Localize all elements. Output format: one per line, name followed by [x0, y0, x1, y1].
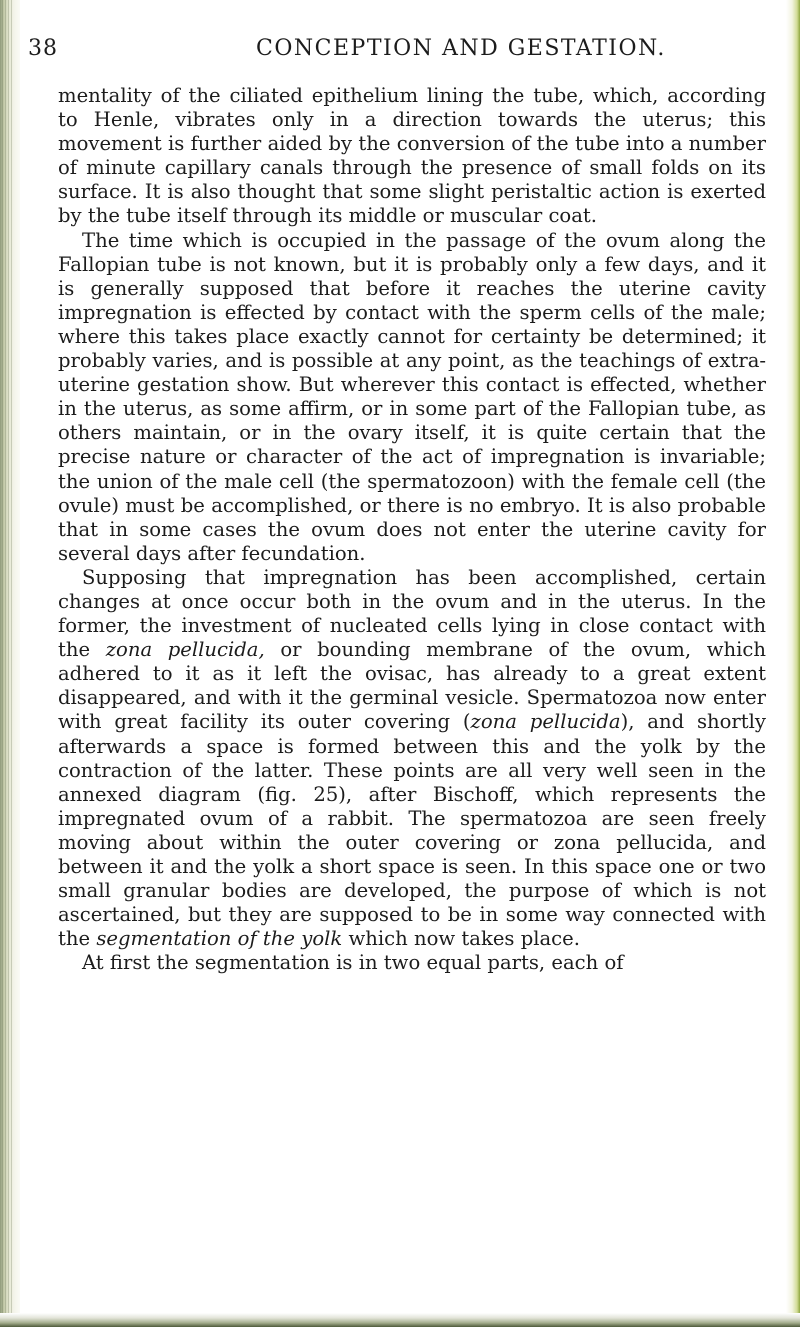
body-text: [58, 84, 766, 975]
paragraph-3-text-3: ), and shortly afterwards a space is formed between this and the yolk by the contraction of the latter. These points are all very well seen in the annexed diagram (fig. 25), after Bischoff, which represents the impregnated ovum of a rabbit. The spermatozoa are seen freely moving about within the outer covering or zona pellucida, and between it and the yolk a short space is seen. In this space one or two small granular bodies are developed, the purpose of which is not ascertained, but they are supposed to be in some way connected with the: [58, 710, 766, 951]
page-edge-bottom: [0, 1313, 800, 1327]
paragraph-3-text-2: or bounding membrane of the ovum, which adhered to it as it left the ovisac, has already to a great extent disappeared, and with it the germinal vesicle. Spermatozoa now enter with great facility its outer covering (: [58, 638, 766, 734]
paragraph-1: mentality of the ciliated epithelium lining the tube, which, according to Henle, vibrates only in a direction towards the uterus; this movement is further aided by the conversion of the tube into a number of minute capillary canals through the presence of small folds on its surface. It is also thought that some slight peristaltic action is exerted by the tube itself through its middle or muscular coat.: [58, 84, 766, 228]
page-edge-right: [786, 0, 800, 1327]
italic-segmentation-of-yolk: segmentation of the yolk: [96, 927, 343, 951]
page-number: 38: [28, 36, 58, 61]
running-head: CONCEPTION AND GESTATION.: [256, 36, 666, 61]
paragraph-2: The time which is occupied in the passage of the ovum along the Fallopian tube is not known, but it is probably only a few days, and it is generally supposed that before it reaches the uterine cavity impregnation is effected by contact with the sperm cells of the male; where this takes place exactly cannot for certainty be determined; it probably varies, and is possible at any point, as the teachings of extra-uterine gestation show. But wherever this contact is effected, whether in the uterus, as some affirm, or in some part of the Fallopian tube, as others maintain, or in the ovary itself, it is quite certain that the precise nature or character of the act of impregnation is invariable; the union of the male cell (the spermatozoon) with the female cell (the ovule) must be accomplished, or there is no embryo. It is also probable that in some cases the ovum does not enter the uterine cavity for several days after fecundation.: [58, 228, 766, 565]
page-header: [28, 36, 766, 84]
italic-zona-pellucida-1: zona pellucida,: [105, 638, 265, 662]
italic-zona-pellucida-2: zona pellucida: [470, 710, 621, 734]
paragraph-3: [58, 566, 766, 952]
book-page: [28, 36, 766, 975]
spine-binding-lines: [2, 0, 14, 1327]
paragraph-4: At first the segmentation is in two equal parts, each of: [82, 951, 624, 975]
paragraph-3-text-4: which now takes place.: [342, 927, 580, 951]
paragraph-3-text-1: Supposing that impregnation has been accomplished, certain changes at once occur both in the ovum and in the uterus. In the former, the investment of nucleated cells lying in close contact with the: [58, 565, 766, 662]
